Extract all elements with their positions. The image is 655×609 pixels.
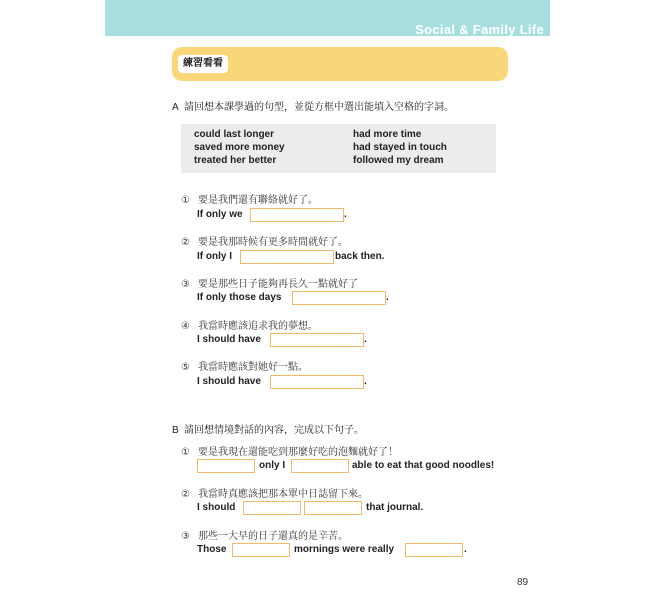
section-b-text: 請回想情境對話的內容，完成以下句子。 xyxy=(184,425,364,436)
section-b-instruction xyxy=(172,421,364,436)
exercise-a4-chinese: ④ 我當時應該追求我的夢想。 xyxy=(181,321,318,332)
exercise-a1-chinese: ① 要是我們還有聯絡就好了。 xyxy=(181,195,318,206)
exercise-a2-blank[interactable] xyxy=(240,250,334,264)
exercise-a5-suffix: . xyxy=(364,376,367,387)
exercise-b2-suffix: that journal. xyxy=(366,502,424,513)
exercise-a4-suffix: . xyxy=(364,334,367,345)
exercise-b1-middle: only I xyxy=(259,460,286,471)
exercise-a2-prefix: If only I xyxy=(197,251,232,262)
exercise-b3-prefix: Those xyxy=(197,544,227,555)
word-bank-item: could last longer xyxy=(194,129,275,140)
exercise-a5-blank[interactable] xyxy=(270,375,364,389)
exercise-a1-suffix: . xyxy=(344,209,347,220)
word-bank-item: followed my dream xyxy=(353,155,444,166)
exercise-a3-prefix: If only those days xyxy=(197,292,282,303)
exercise-b3-blank-1[interactable] xyxy=(232,543,290,557)
exercise-b2-blank-1[interactable] xyxy=(243,501,301,515)
exercise-b2-blank-2[interactable] xyxy=(304,501,362,515)
exercise-b1-blank-2[interactable] xyxy=(291,459,349,473)
word-bank xyxy=(181,124,496,173)
section-b-letter: B xyxy=(172,425,179,436)
exercise-b3-blank-2[interactable] xyxy=(405,543,463,557)
section-a-instruction xyxy=(172,98,454,113)
exercise-a5-chinese: ⑤ 我當時應該對她好一點。 xyxy=(181,362,308,373)
section-a-text: 請回想本課學過的句型，並從方框中選出能填入空格的字詞。 xyxy=(184,102,454,113)
exercise-a3-suffix: . xyxy=(386,292,389,303)
practice-banner xyxy=(172,47,508,81)
exercise-a1-blank[interactable] xyxy=(250,208,344,222)
exercise-a3-blank[interactable] xyxy=(292,291,386,305)
exercise-b1-chinese: ① 要是我現在還能吃到那麼好吃的泡麵就好了！ xyxy=(181,447,398,458)
exercise-b1-suffix: able to eat that good noodles! xyxy=(352,460,495,471)
exercise-a2-chinese: ② 要是我那時候有更多時間就好了。 xyxy=(181,237,348,248)
practice-label: 練習看看 xyxy=(178,55,228,73)
exercise-b3-suffix: . xyxy=(464,544,467,555)
exercise-b3-middle: mornings were really xyxy=(294,544,395,555)
page-number: 89 xyxy=(517,577,529,588)
exercise-a4-blank[interactable] xyxy=(270,333,364,347)
chapter-title: Social & Family Life xyxy=(415,22,544,36)
word-bank-item: had more time xyxy=(353,129,422,140)
exercise-a2-suffix: back then. xyxy=(335,251,385,262)
word-bank-item: treated her better xyxy=(194,155,277,166)
exercise-a3-chinese: ③ 要是那些日子能夠再長久一點就好了 xyxy=(181,279,358,290)
exercise-a1-prefix: If only we xyxy=(197,209,243,220)
header-band xyxy=(105,0,550,36)
section-a-letter: A xyxy=(172,102,179,113)
exercise-b3-chinese: ③ 那些一大早的日子還真的是辛苦。 xyxy=(181,531,348,542)
exercise-b2-chinese: ② 我當時真應該把那本單中日誌留下來。 xyxy=(181,489,368,500)
word-bank-item: had stayed in touch xyxy=(353,142,447,153)
exercise-a4-prefix: I should have xyxy=(197,334,261,345)
exercise-a5-prefix: I should have xyxy=(197,376,261,387)
exercise-b2-prefix: I should xyxy=(197,502,236,513)
exercise-b1-blank-1[interactable] xyxy=(197,459,255,473)
word-bank-item: saved more money xyxy=(194,142,285,153)
